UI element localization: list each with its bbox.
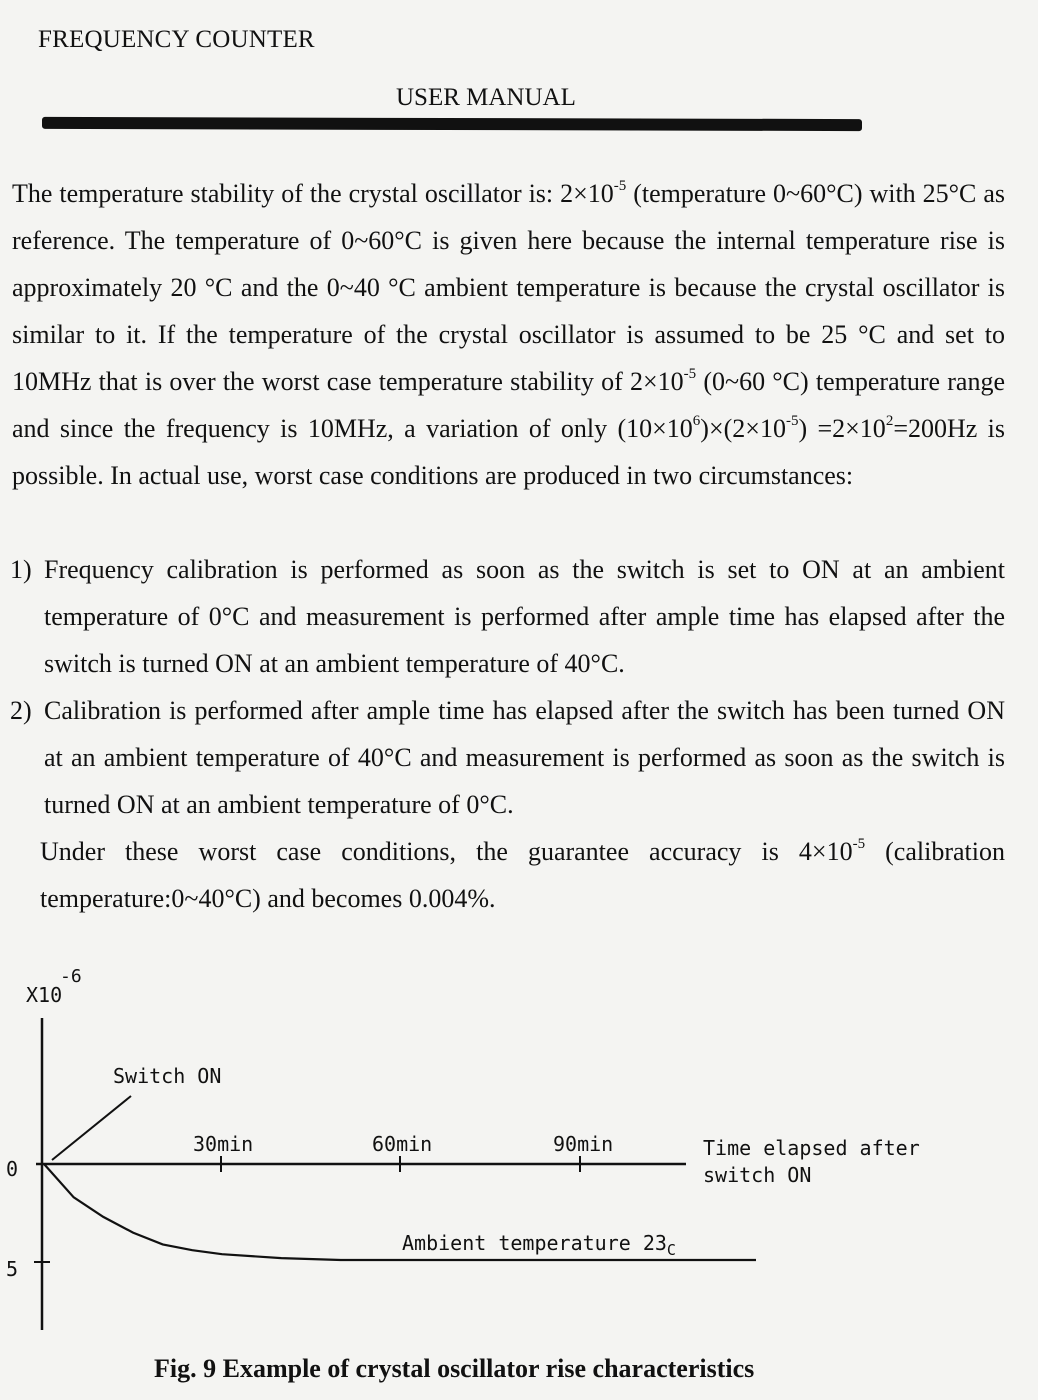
- rise-characteristics-chart: [0, 960, 1038, 1350]
- list-item-number: 2): [10, 696, 32, 725]
- y-tick-label-0: 0: [6, 1157, 19, 1181]
- y-unit-base: X10: [26, 983, 63, 1007]
- y-unit-exponent: -6: [60, 966, 82, 987]
- switch-on-label: Switch ON: [113, 1064, 222, 1088]
- list-item-1: [10, 546, 1005, 687]
- y-tick-label-5: 5: [6, 1257, 19, 1281]
- x-tick-label-90min: 90min: [553, 1132, 614, 1156]
- list-item-text: Calibration is performed after ample time has elapsed after the switch has been turned ON at an ambient temperature of 40°C and measurement is performed as soon as the switch is turned ON at an ambient temperature of 0°C.: [44, 696, 1005, 819]
- ambient-temperature-label: Ambient temperature $23_C$: [402, 1231, 676, 1259]
- list-item-text: Frequency calibration is performed as soon as the switch is set to ON at an ambient temperature of 0°C and measurement is performed after ample time has elapsed after the switch is turned ON at an ambient temperature of 40°C.: [44, 555, 1005, 678]
- switch-on-pointer: [52, 1096, 131, 1160]
- paragraph-intro: The temperature stability of the crystal oscillator is: $2\times 10^{-5}$ (temperature 0~60°C) with 25°C as reference. The temperature of 0~60°C is given here because the internal temperature rise is approximately 20 °C and the 0~40 °C ambient temperature is because the crystal oscillator is similar to it. If the temperature of the crystal oscillator is assumed to be 25 °C and set to 10MHz that is over the worst case temperature stability of $2\times 10^{-5}$ (0~60 °C) temperature range and since the frequency is 10MHz, a variation of only $(10\times 10^6)\times(2\times 10^{-5}) =2\times 10^2=200Hz$ is possible. In actual use, worst case conditions are produced in two circumstances:: [12, 178, 1006, 490]
- x-axis-label-line2: switch ON: [703, 1163, 812, 1187]
- header-title: FREQUENCY COUNTER: [38, 26, 315, 53]
- x-tick-label-60min: 60min: [372, 1132, 433, 1156]
- list-item-2: [10, 687, 1005, 828]
- list-item-number: 1): [10, 555, 32, 584]
- x-axis-label-line1: Time elapsed after: [703, 1136, 920, 1160]
- header-subtitle: USER MANUAL: [396, 84, 576, 111]
- x-tick-label-30min: 30min: [193, 1132, 254, 1156]
- figure-caption: Fig. 9 Example of crystal oscillator rise characteristics: [154, 1354, 755, 1383]
- note-paragraph: Under these worst case conditions, the guarantee accuracy is $4\times 10^{-5}$ (calibration temperature:0~40°C) and becomes 0.004%.: [40, 836, 1005, 913]
- header-rule: [42, 117, 862, 131]
